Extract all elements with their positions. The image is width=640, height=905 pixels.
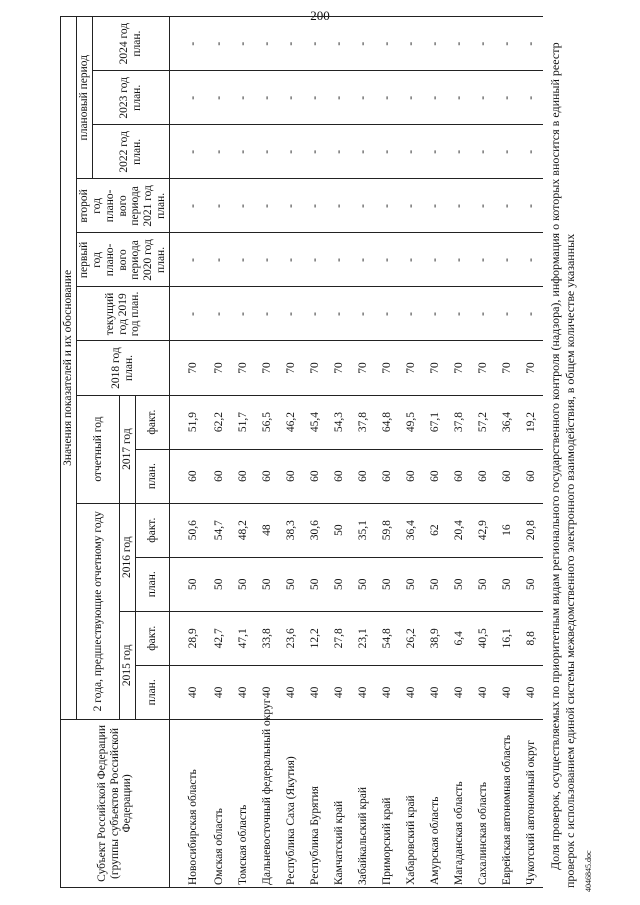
value-cell-y2022: - — [231, 125, 255, 179]
value-cell-y2023: - — [255, 71, 279, 125]
value-cell-y2020: - — [351, 233, 375, 287]
value-cell-y2024: - — [519, 17, 543, 71]
value-cell-f2015: 40,5 — [471, 611, 495, 665]
value-cell-p2015: 40 — [375, 665, 399, 719]
value-cell-y2022: - — [495, 125, 519, 179]
table-row — [170, 17, 208, 888]
value-cell-y2020: - — [207, 233, 231, 287]
value-cell-y2023: - — [423, 71, 447, 125]
fact-2015-header: факт. — [136, 611, 170, 665]
value-cell-f2017: 67,1 — [423, 395, 447, 449]
value-cell-y2021: - — [351, 179, 375, 233]
value-cell-p2017: 60 — [231, 449, 255, 503]
value-cell-p2017: 60 — [447, 449, 471, 503]
value-cell-y2021: - — [207, 179, 231, 233]
value-cell-p2016: 50 — [351, 557, 375, 611]
value-cell-y2019: - — [471, 287, 495, 341]
table-body — [170, 17, 544, 888]
value-cell-y2019: - — [231, 287, 255, 341]
table-row — [495, 17, 519, 888]
value-cell-y2022: - — [303, 125, 327, 179]
value-cell-f2016: 50 — [327, 503, 351, 557]
value-cell-p2015: 40 — [327, 665, 351, 719]
value-cell-f2017: 46,2 — [279, 395, 303, 449]
value-cell-f2017: 37,8 — [447, 395, 471, 449]
planned-period-header: плановый период — [76, 17, 92, 179]
value-cell-y2024: - — [255, 17, 279, 71]
table-row — [399, 17, 423, 888]
table-row — [351, 17, 375, 888]
value-cell-y2019: - — [399, 287, 423, 341]
value-cell-f2015: 38,9 — [423, 611, 447, 665]
col-2023-header: 2023 год план. — [92, 71, 169, 125]
value-cell-y2019: - — [351, 287, 375, 341]
table-row — [447, 17, 471, 888]
subject-name-cell: Томская область — [231, 719, 255, 887]
col-2024-header: 2024 год план. — [92, 17, 169, 71]
value-cell-p2017: 60 — [375, 449, 399, 503]
year-2016-header: 2016 год — [120, 503, 136, 611]
value-cell-y2022: - — [279, 125, 303, 179]
value-cell-y2023: - — [399, 71, 423, 125]
value-cell-y2024: - — [423, 17, 447, 71]
value-cell-y2020: - — [375, 233, 399, 287]
document-code: 4046845.doc — [584, 850, 593, 892]
value-cell-y2022: - — [351, 125, 375, 179]
value-cell-y2019: - — [375, 287, 399, 341]
value-cell-y2018: 70 — [170, 341, 208, 395]
value-cell-f2016: 20,4 — [447, 503, 471, 557]
value-cell-y2021: - — [447, 179, 471, 233]
value-cell-y2024: - — [375, 17, 399, 71]
value-cell-y2020: - — [519, 233, 543, 287]
value-cell-y2018: 70 — [399, 341, 423, 395]
page-number: 200 — [310, 8, 330, 23]
value-cell-f2015: 54,8 — [375, 611, 399, 665]
value-cell-f2017: 37,8 — [351, 395, 375, 449]
subject-name-cell: Новосибирская область — [170, 719, 208, 887]
subject-name-cell: Дальневосточный федеральный округ — [255, 719, 279, 887]
value-cell-y2023: - — [495, 71, 519, 125]
value-cell-y2022: - — [399, 125, 423, 179]
value-cell-f2016: 16 — [495, 503, 519, 557]
value-cell-y2018: 70 — [303, 341, 327, 395]
rotated-page-content — [60, 16, 584, 888]
subject-name-cell: Хабаровский край — [399, 719, 423, 887]
value-cell-p2015: 40 — [519, 665, 543, 719]
value-cell-y2022: - — [423, 125, 447, 179]
subject-name-cell: Приморский край — [375, 719, 399, 887]
value-cell-f2017: 51,9 — [170, 395, 208, 449]
value-cell-y2023: - — [170, 71, 208, 125]
year-2017-header: 2017 год — [120, 395, 136, 503]
value-cell-y2019: - — [495, 287, 519, 341]
value-cell-y2020: - — [495, 233, 519, 287]
value-cell-f2015: 23,1 — [351, 611, 375, 665]
value-cell-y2022: - — [170, 125, 208, 179]
value-cell-y2018: 70 — [207, 341, 231, 395]
fact-2016-header: факт. — [136, 503, 170, 557]
value-cell-f2015: 12,2 — [303, 611, 327, 665]
value-cell-y2024: - — [399, 17, 423, 71]
value-cell-y2020: - — [447, 233, 471, 287]
subject-column-header: Субъект Российской Федерации (группы субъектов Российской Федерации) — [61, 719, 170, 887]
value-cell-y2018: 70 — [471, 341, 495, 395]
value-cell-y2021: - — [399, 179, 423, 233]
value-cell-p2015: 40 — [351, 665, 375, 719]
value-cell-y2020: - — [231, 233, 255, 287]
second-year-header: второй год плано-вого периода 2021 год план. — [76, 179, 169, 233]
subject-name-cell: Магаданская область — [447, 719, 471, 887]
value-cell-y2021: - — [170, 179, 208, 233]
value-cell-p2016: 50 — [231, 557, 255, 611]
subject-name-cell: Республика Бурятия — [303, 719, 327, 887]
value-cell-p2015: 40 — [207, 665, 231, 719]
value-cell-y2019: - — [170, 287, 208, 341]
value-cell-p2017: 60 — [471, 449, 495, 503]
value-cell-y2023: - — [279, 71, 303, 125]
value-cell-f2017: 19,2 — [519, 395, 543, 449]
value-cell-y2023: - — [375, 71, 399, 125]
value-cell-f2016: 42,9 — [471, 503, 495, 557]
value-cell-y2024: - — [170, 17, 208, 71]
value-cell-f2015: 16,1 — [495, 611, 519, 665]
subject-name-cell: Республика Саха (Якутия) — [279, 719, 303, 887]
value-cell-p2016: 50 — [519, 557, 543, 611]
report-year-header: отчетный год — [76, 395, 119, 503]
value-cell-f2016: 50,6 — [170, 503, 208, 557]
value-cell-p2015: 40 — [471, 665, 495, 719]
value-cell-y2022: - — [519, 125, 543, 179]
value-cell-p2016: 50 — [303, 557, 327, 611]
table-row — [303, 17, 327, 888]
value-cell-p2015: 40 — [279, 665, 303, 719]
two-years-header: 2 года, предшествующие отчетному году — [76, 503, 119, 719]
first-year-header: первый год плано-вого периода 2020 год план. — [76, 233, 169, 287]
value-cell-y2022: - — [447, 125, 471, 179]
value-cell-f2017: 64,8 — [375, 395, 399, 449]
value-cell-y2021: - — [375, 179, 399, 233]
value-cell-f2016: 48,2 — [231, 503, 255, 557]
value-cell-f2015: 6,4 — [447, 611, 471, 665]
value-cell-y2019: - — [519, 287, 543, 341]
value-cell-y2018: 70 — [423, 341, 447, 395]
value-cell-p2015: 40 — [423, 665, 447, 719]
footnote-text: Доля проверок, осуществляемых по приоритетным видам регионального государственного контроля (надзора), информация о которых вносится в единый реестр проверок с использованием единой системы межведомственного электронного взаимодействия, в общем количестве указанных — [548, 42, 577, 888]
value-cell-f2015: 26,2 — [399, 611, 423, 665]
value-cell-y2020: - — [170, 233, 208, 287]
value-cell-y2021: - — [279, 179, 303, 233]
table-row — [279, 17, 303, 888]
plan-2015-header: план. — [136, 665, 170, 719]
table-row — [375, 17, 399, 888]
table-row — [519, 17, 543, 888]
table-row — [423, 17, 447, 888]
value-cell-y2020: - — [423, 233, 447, 287]
value-cell-y2022: - — [255, 125, 279, 179]
value-cell-p2017: 60 — [170, 449, 208, 503]
value-cell-f2015: 42,7 — [207, 611, 231, 665]
value-cell-y2023: - — [207, 71, 231, 125]
value-cell-p2015: 40 — [303, 665, 327, 719]
value-cell-y2021: - — [495, 179, 519, 233]
value-cell-p2016: 50 — [447, 557, 471, 611]
value-cell-y2019: - — [303, 287, 327, 341]
value-cell-p2015: 40 — [231, 665, 255, 719]
value-cell-y2024: - — [447, 17, 471, 71]
value-cell-y2018: 70 — [255, 341, 279, 395]
value-cell-f2017: 49,5 — [399, 395, 423, 449]
value-cell-f2017: 56,5 — [255, 395, 279, 449]
value-cell-y2021: - — [423, 179, 447, 233]
value-cell-y2018: 70 — [519, 341, 543, 395]
value-cell-y2020: - — [303, 233, 327, 287]
value-cell-y2021: - — [303, 179, 327, 233]
value-cell-y2019: - — [423, 287, 447, 341]
value-cell-y2024: - — [495, 17, 519, 71]
table-row — [255, 17, 279, 888]
value-cell-p2015: 40 — [495, 665, 519, 719]
value-cell-p2017: 60 — [399, 449, 423, 503]
value-cell-p2016: 50 — [255, 557, 279, 611]
value-cell-y2018: 70 — [447, 341, 471, 395]
value-cell-f2017: 57,2 — [471, 395, 495, 449]
value-cell-f2015: 27,8 — [327, 611, 351, 665]
value-cell-f2017: 36,4 — [495, 395, 519, 449]
value-cell-p2016: 50 — [423, 557, 447, 611]
value-cell-y2020: - — [279, 233, 303, 287]
value-cell-f2016: 36,4 — [399, 503, 423, 557]
value-cell-f2016: 54,7 — [207, 503, 231, 557]
value-cell-p2016: 50 — [207, 557, 231, 611]
value-cell-p2017: 60 — [207, 449, 231, 503]
value-cell-p2015: 40 — [255, 665, 279, 719]
plan-2017-header: план. — [136, 449, 170, 503]
value-cell-f2016: 30,6 — [303, 503, 327, 557]
value-cell-y2024: - — [231, 17, 255, 71]
value-cell-y2022: - — [471, 125, 495, 179]
subject-name-cell: Еврейская автономная область — [495, 719, 519, 887]
value-cell-y2024: - — [327, 17, 351, 71]
value-cell-p2015: 40 — [399, 665, 423, 719]
value-cell-p2017: 60 — [519, 449, 543, 503]
subject-name-cell: Омская область — [207, 719, 231, 887]
value-cell-f2015: 23,6 — [279, 611, 303, 665]
value-cell-y2019: - — [279, 287, 303, 341]
col-2018-header: 2018 год план. — [76, 341, 169, 395]
value-cell-y2023: - — [327, 71, 351, 125]
subject-name-cell: Забайкальский край — [351, 719, 375, 887]
value-cell-p2016: 50 — [170, 557, 208, 611]
value-cell-y2021: - — [255, 179, 279, 233]
value-cell-y2020: - — [327, 233, 351, 287]
value-cell-p2017: 60 — [351, 449, 375, 503]
value-cell-y2022: - — [207, 125, 231, 179]
value-cell-y2018: 70 — [327, 341, 351, 395]
value-cell-f2017: 51,7 — [231, 395, 255, 449]
value-cell-p2016: 50 — [375, 557, 399, 611]
subject-name-cell: Амурская область — [423, 719, 447, 887]
value-cell-p2015: 40 — [447, 665, 471, 719]
value-cell-y2018: 70 — [231, 341, 255, 395]
value-cell-p2017: 60 — [495, 449, 519, 503]
table-row — [207, 17, 231, 888]
value-cell-y2022: - — [375, 125, 399, 179]
value-cell-p2017: 60 — [279, 449, 303, 503]
value-cell-p2017: 60 — [303, 449, 327, 503]
col-2022-header: 2022 год план. — [92, 125, 169, 179]
value-cell-y2020: - — [399, 233, 423, 287]
value-cell-y2023: - — [303, 71, 327, 125]
value-cell-y2019: - — [207, 287, 231, 341]
value-cell-y2024: - — [303, 17, 327, 71]
value-cell-y2022: - — [327, 125, 351, 179]
value-cell-p2016: 50 — [279, 557, 303, 611]
value-cell-p2015: 40 — [170, 665, 208, 719]
subject-name-cell: Сахалинская область — [471, 719, 495, 887]
indicator-table — [60, 16, 543, 888]
value-cell-f2015: 33,8 — [255, 611, 279, 665]
value-cell-p2017: 60 — [423, 449, 447, 503]
value-cell-f2016: 62 — [423, 503, 447, 557]
value-cell-y2018: 70 — [495, 341, 519, 395]
year-2015-header: 2015 год — [120, 611, 136, 719]
value-cell-f2016: 35,1 — [351, 503, 375, 557]
value-cell-y2018: 70 — [375, 341, 399, 395]
value-cell-p2016: 50 — [399, 557, 423, 611]
value-cell-y2020: - — [255, 233, 279, 287]
value-cell-y2023: - — [351, 71, 375, 125]
value-cell-f2015: 28,9 — [170, 611, 208, 665]
value-cell-f2017: 45,4 — [303, 395, 327, 449]
value-cell-p2016: 50 — [471, 557, 495, 611]
values-group-header: Значения показателей и их обоснование — [61, 17, 77, 720]
value-cell-y2024: - — [207, 17, 231, 71]
value-cell-y2019: - — [255, 287, 279, 341]
subject-name-cell: Чукотский автономный округ — [519, 719, 543, 887]
value-cell-y2024: - — [471, 17, 495, 71]
table-row — [471, 17, 495, 888]
value-cell-p2016: 50 — [327, 557, 351, 611]
value-cell-y2020: - — [471, 233, 495, 287]
value-cell-p2017: 60 — [327, 449, 351, 503]
value-cell-y2023: - — [231, 71, 255, 125]
value-cell-y2021: - — [519, 179, 543, 233]
value-cell-f2017: 62,2 — [207, 395, 231, 449]
value-cell-y2023: - — [471, 71, 495, 125]
value-cell-f2016: 48 — [255, 503, 279, 557]
value-cell-y2018: 70 — [279, 341, 303, 395]
value-cell-y2021: - — [231, 179, 255, 233]
value-cell-y2018: 70 — [351, 341, 375, 395]
current-year-header: текущий год 2019 год план. — [76, 287, 169, 341]
value-cell-y2023: - — [519, 71, 543, 125]
value-cell-f2015: 8,8 — [519, 611, 543, 665]
value-cell-p2017: 60 — [255, 449, 279, 503]
value-cell-f2016: 59,8 — [375, 503, 399, 557]
value-cell-y2021: - — [327, 179, 351, 233]
value-cell-y2024: - — [351, 17, 375, 71]
value-cell-y2024: - — [279, 17, 303, 71]
value-cell-p2016: 50 — [495, 557, 519, 611]
value-cell-y2019: - — [447, 287, 471, 341]
value-cell-f2017: 54,3 — [327, 395, 351, 449]
value-cell-f2016: 38,3 — [279, 503, 303, 557]
value-cell-y2021: - — [471, 179, 495, 233]
table-row — [231, 17, 255, 888]
table-row — [327, 17, 351, 888]
value-cell-f2015: 47,1 — [231, 611, 255, 665]
value-cell-y2023: - — [447, 71, 471, 125]
value-cell-f2016: 20,8 — [519, 503, 543, 557]
subject-name-cell: Камчатский край — [327, 719, 351, 887]
fact-2017-header: факт. — [136, 395, 170, 449]
plan-2016-header: план. — [136, 557, 170, 611]
value-cell-y2019: - — [327, 287, 351, 341]
